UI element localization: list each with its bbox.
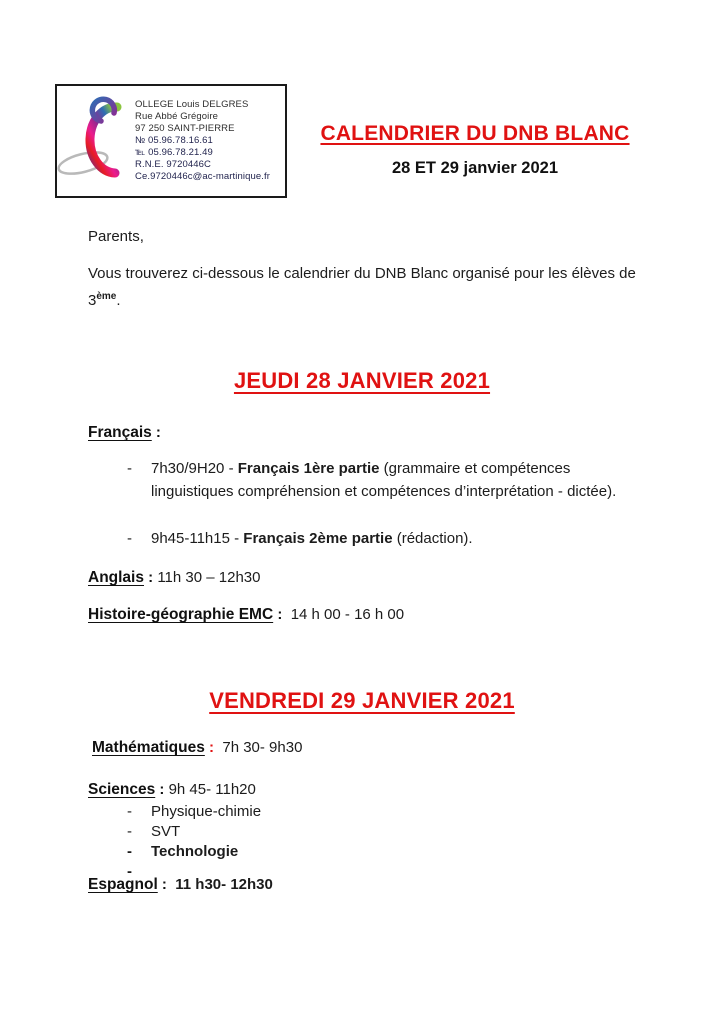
school-rne: R.N.E. 9720446C [135,159,211,170]
anglais-line [88,569,260,587]
list-item [127,802,261,822]
intro-paragraph [88,262,653,312]
francais-exam-list [127,457,617,574]
fax-icon: ℡ [135,147,146,158]
science-subject: Technologie [151,843,239,860]
sciences-label: Sciences [88,781,156,798]
science-subject: SVT [151,823,181,840]
francais-colon: : [151,424,161,441]
exam-time: 9h45-11h15 - [151,530,244,547]
intro-text: Vous trouverez ci-dessous le calendrier du DNB Blanc organisé pour les élèves de 3 [88,265,636,309]
espagnol-time: 11 h30- 12h30 [175,876,273,893]
histoire-label: Histoire-géographie EMC [88,606,274,623]
maths-line [92,739,302,757]
espagnol-colon: : [157,876,167,893]
maths-time: 7h 30- 9h30 [222,739,303,756]
school-name: OLLEGE Louis DELGRES [135,99,249,110]
list-item [127,527,617,550]
document-title: CALENDRIER DU DNB BLANC [320,122,630,145]
document-header [305,122,645,178]
intro-superscript: ème [96,291,117,302]
school-contact-block [135,99,285,183]
histoire-colon: : [273,606,283,623]
francais-part1 [151,457,617,503]
intro-text-end: . [116,292,121,309]
exam-name: Français 1ère partie [237,460,380,477]
bullet-dash: - [127,863,132,880]
francais-part2 [151,527,617,550]
exam-detail: (rédaction). [392,530,473,547]
sciences-colon: : [155,781,165,798]
list-item [127,842,261,862]
bullet-dash: - [127,803,132,820]
francais-section-heading [88,424,161,442]
exam-detail: (grammaire et compétences linguistiques compréhension et compétences d’interprétation - dictée). [151,460,617,500]
school-phone-line [135,135,283,147]
school-city: 97 250 SAINT-PIERRE [135,123,235,134]
day1-heading: JEUDI 28 JANVIER 2021 [233,368,491,393]
bullet-dash: - [127,460,132,477]
espagnol-line [88,876,273,894]
sciences-time: 9h 45- 11h20 [168,781,256,798]
document-subtitle: 28 ET 29 janvier 2021 [391,159,559,177]
maths-label: Mathématiques [92,739,205,756]
school-email: Ce.9720446c@ac-martinique.fr [135,171,270,182]
salutation: Parents, [88,228,144,245]
school-fax-line [135,147,283,159]
espagnol-label: Espagnol [88,876,158,893]
anglais-time: 11h 30 – 12h30 [157,569,261,586]
list-item [127,822,261,842]
maths-colon: : [204,739,215,756]
histoire-line [88,606,404,624]
sciences-sublist [127,802,261,882]
exam-time: 7h30/9H20 - [151,460,238,477]
school-logo-box [55,84,287,198]
phone-number: 05.96.78.16.61 [148,135,213,146]
anglais-label: Anglais [88,569,144,586]
day2-heading: VENDREDI 29 JANVIER 2021 [209,688,515,713]
bullet-dash: - [127,823,132,840]
science-subject: Physique-chimie [151,803,262,820]
list-item [127,457,617,503]
bullet-dash: - [127,530,132,547]
fax-number: 05.96.78.21.49 [148,147,213,158]
francais-label: Français [88,424,152,441]
anglais-colon: : [143,569,154,586]
histoire-time: 14 h 00 - 16 h 00 [290,606,405,623]
college-c-logo-icon [57,91,135,191]
school-street: Rue Abbé Grégoire [135,111,219,122]
bullet-dash: - [127,843,132,860]
phone-icon: № [135,135,146,146]
sciences-line [88,781,256,799]
exam-name: Français 2ème partie [243,530,393,547]
